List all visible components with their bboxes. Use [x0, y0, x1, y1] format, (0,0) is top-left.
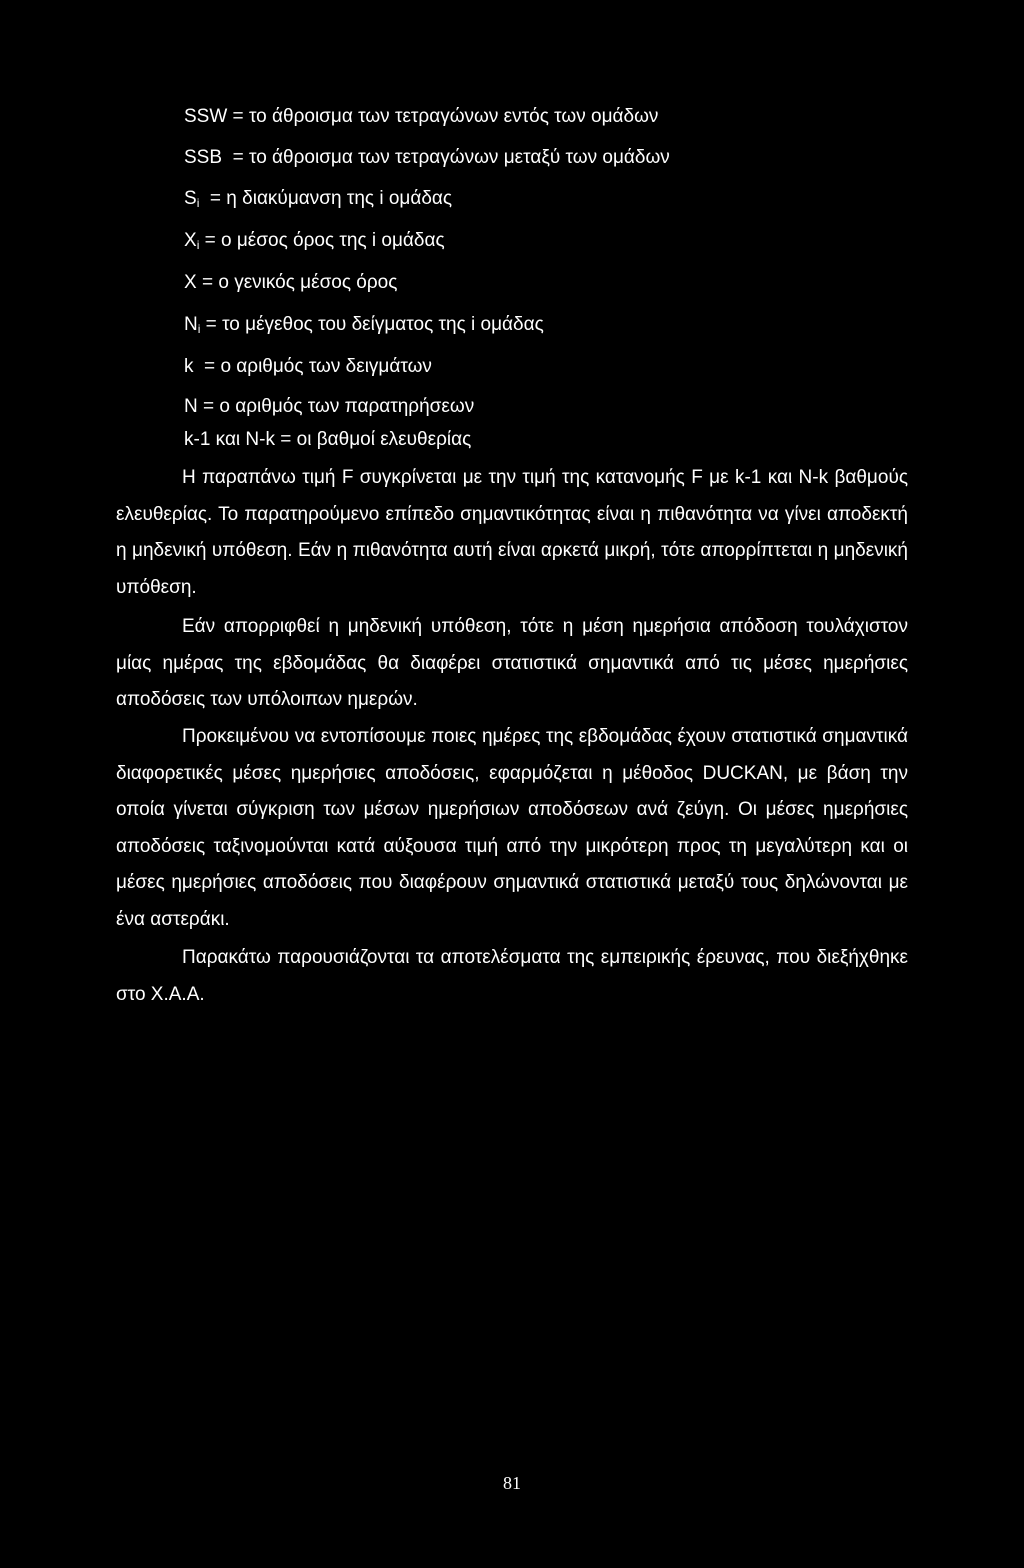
- definition-equals: =: [196, 272, 219, 293]
- definition-equals: =: [199, 188, 227, 209]
- paragraph-text: Προκειμένου να εντοπίσουμε ποιες ημέρες της εβδομάδας έχουν στατιστικά σημαντικά διαφορετικές μέσες ημερήσιες αποδόσεις, εφαρμόζεται η μέθοδος DUCKAN, με βάση την οποία γίνεται σύγκριση των μέσων ημερήσιων αποδόσεων ανά ζεύγη. Οι μέσες ημερήσιες αποδόσεις ταξινομούνται κατά αύξουσα τιμή από την μικρότερη προς τη μεγαλύτερη και οι μέσες ημερήσιες αποδόσεις που διαφέρουν σημαντικά στατιστικά μεταξύ τους δηλώνονται με ένα αστεράκι.: [116, 726, 908, 930]
- definition-symbol: S: [184, 188, 197, 209]
- definition-equals: =: [199, 230, 222, 251]
- definition-ssb: [184, 146, 670, 174]
- definition-equals: =: [274, 429, 297, 450]
- paragraph-null-rejected: [116, 609, 908, 719]
- paragraph-duckan-method: [116, 719, 908, 939]
- definition-symbol: k-1 και N-k: [184, 429, 275, 450]
- definition-symbol: k: [184, 356, 194, 377]
- definition-equals: =: [200, 314, 223, 335]
- definition-symbol: SSW: [184, 106, 228, 127]
- definition-text: η διακύμανση της i ομάδας: [226, 188, 453, 209]
- definition-ni: [184, 313, 544, 341]
- definition-symbol: X: [184, 230, 197, 251]
- definition-equals: =: [193, 356, 221, 377]
- definition-text: ο αριθμός των παρατηρήσεων: [219, 396, 475, 417]
- definition-subscript: i: [196, 238, 200, 252]
- definition-text: το μέγεθος του δείγματος της i ομάδας: [222, 314, 544, 335]
- paragraph-results-intro: [116, 940, 908, 1013]
- definition-equals: =: [222, 147, 249, 168]
- paragraph-text: Η παραπάνω τιμή F συγκρίνεται με την τιμή της κατανομής F με k-1 και N-k βαθμούς ελευθερίας. Το παρατηρούμενο επίπεδο σημαντικότητας είναι η πιθανότητα να γίνει αποδεκτή η μηδενική υπόθεση. Εάν η πιθανότητα αυτή είναι αρκετά μικρή, τότε απορρίπτεται η μηδενική υπόθεση.: [116, 467, 908, 598]
- definition-text: οι βαθμοί ελευθερίας: [296, 429, 472, 450]
- paragraph-text: Εάν απορριφθεί η μηδενική υπόθεση, τότε η μέση ημερήσια απόδοση τουλάχιστον μίας ημέρας της εβδομάδας θα διαφέρει στατιστικά σημαντικά από τις μέσες ημερήσιες αποδόσεις των υπόλοιπων ημερών.: [116, 616, 908, 711]
- definition-symbol: N: [184, 314, 198, 335]
- definition-symbol: X: [184, 272, 197, 293]
- paragraph-text: Παρακάτω παρουσιάζονται τα αποτελέσματα της εμπειρικής έρευνας, που διεξήχθηκε στο Χ.Α.Α.: [116, 947, 908, 1005]
- definition-text: ο γενικός μέσος όρος: [218, 272, 398, 293]
- definition-text: ο μέσος όρος της i ομάδας: [221, 230, 445, 251]
- definition-x: [184, 271, 397, 299]
- definition-symbol: N: [184, 396, 198, 417]
- definition-subscript: i: [196, 196, 200, 210]
- page-number: 81: [503, 1473, 521, 1493]
- definition-xi: [184, 229, 445, 257]
- paragraph-f-test: [116, 460, 908, 606]
- definition-subscript: i: [197, 322, 201, 336]
- definition-ssw: [184, 105, 658, 133]
- definition-n: [184, 395, 474, 423]
- definition-si: [184, 187, 452, 215]
- definition-text: το άθροισμα των τετραγώνων μεταξύ των ομάδων: [248, 147, 670, 168]
- definition-equals: =: [227, 106, 249, 127]
- definition-symbol: SSB: [184, 147, 223, 168]
- definition-equals: =: [197, 396, 220, 417]
- definition-k: [184, 355, 432, 383]
- definition-text: το άθροισμα των τετραγώνων εντός των ομάδων: [248, 106, 659, 127]
- definition-text: ο αριθμός των δειγμάτων: [220, 356, 432, 377]
- definition-degrees-of-freedom: [184, 428, 471, 456]
